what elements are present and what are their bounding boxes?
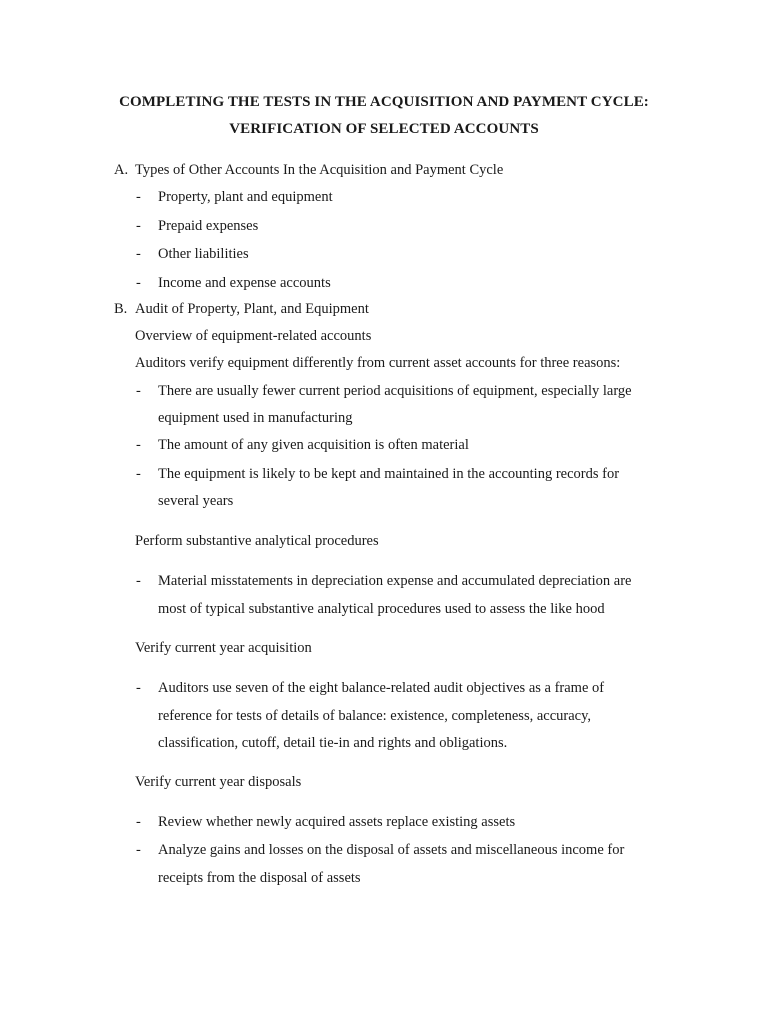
- list-item: Analyze gains and losses on the disposal of assets and miscellaneous income for: [158, 842, 625, 858]
- section-b-heading: Audit of Property, Plant, and Equipment: [135, 301, 369, 317]
- list-item: The equipment is likely to be kept and maintained in the accounting records for: [158, 466, 620, 482]
- list-item-continuation: reference for tests of details of balance: existence, completeness, accuracy,: [158, 708, 592, 724]
- list-item: Income and expense accounts: [158, 275, 331, 291]
- list-item-continuation: classification, cutoff, detail tie-in and rights and obligations.: [158, 735, 508, 751]
- list-item: Prepaid expenses: [158, 218, 259, 234]
- list-item: Review whether newly acquired assets replace existing assets: [158, 814, 516, 830]
- bullet-dash: -: [136, 275, 141, 291]
- bullet-dash: -: [136, 383, 141, 399]
- section-a-heading: Types of Other Accounts In the Acquisition and Payment Cycle: [135, 162, 504, 178]
- bullet-dash: -: [136, 814, 141, 830]
- list-item: The amount of any given acquisition is often material: [158, 437, 469, 453]
- bullet-dash: -: [136, 189, 141, 205]
- list-item-continuation: several years: [158, 493, 234, 509]
- acquisition-subheading: Verify current year acquisition: [135, 640, 312, 656]
- bullet-dash: -: [136, 218, 141, 234]
- list-item: Material misstatements in depreciation expense and accumulated depreciation are: [158, 573, 632, 589]
- bullet-dash: -: [136, 437, 141, 453]
- section-b-marker: B.: [114, 301, 128, 317]
- list-item: Other liabilities: [158, 246, 249, 262]
- bullet-dash: -: [136, 573, 141, 589]
- bullet-dash: -: [136, 466, 141, 482]
- disposals-subheading: Verify current year disposals: [135, 774, 302, 790]
- list-item: Property, plant and equipment: [158, 189, 333, 205]
- list-item: There are usually fewer current period acquisitions of equipment, especially large: [158, 383, 632, 399]
- section-a-marker: A.: [114, 162, 129, 178]
- list-item-continuation: receipts from the disposal of assets: [158, 870, 361, 886]
- list-item-continuation: most of typical substantive analytical procedures used to assess the like hood: [158, 601, 605, 617]
- reasons-intro: Auditors verify equipment differently from current asset accounts for three reasons:: [135, 355, 621, 371]
- document-title-line-1: COMPLETING THE TESTS IN THE ACQUISITION AND PAYMENT CYCLE:: [119, 94, 649, 110]
- overview-subheading: Overview of equipment-related accounts: [135, 328, 372, 344]
- bullet-dash: -: [136, 680, 141, 696]
- list-item: Auditors use seven of the eight balance-related audit objectives as a frame of: [158, 680, 605, 696]
- bullet-dash: -: [136, 246, 141, 262]
- list-item-continuation: equipment used in manufacturing: [158, 410, 353, 426]
- bullet-dash: -: [136, 842, 141, 858]
- document-title-line-2: VERIFICATION OF SELECTED ACCOUNTS: [229, 121, 539, 137]
- analytical-subheading: Perform substantive analytical procedures: [135, 533, 379, 549]
